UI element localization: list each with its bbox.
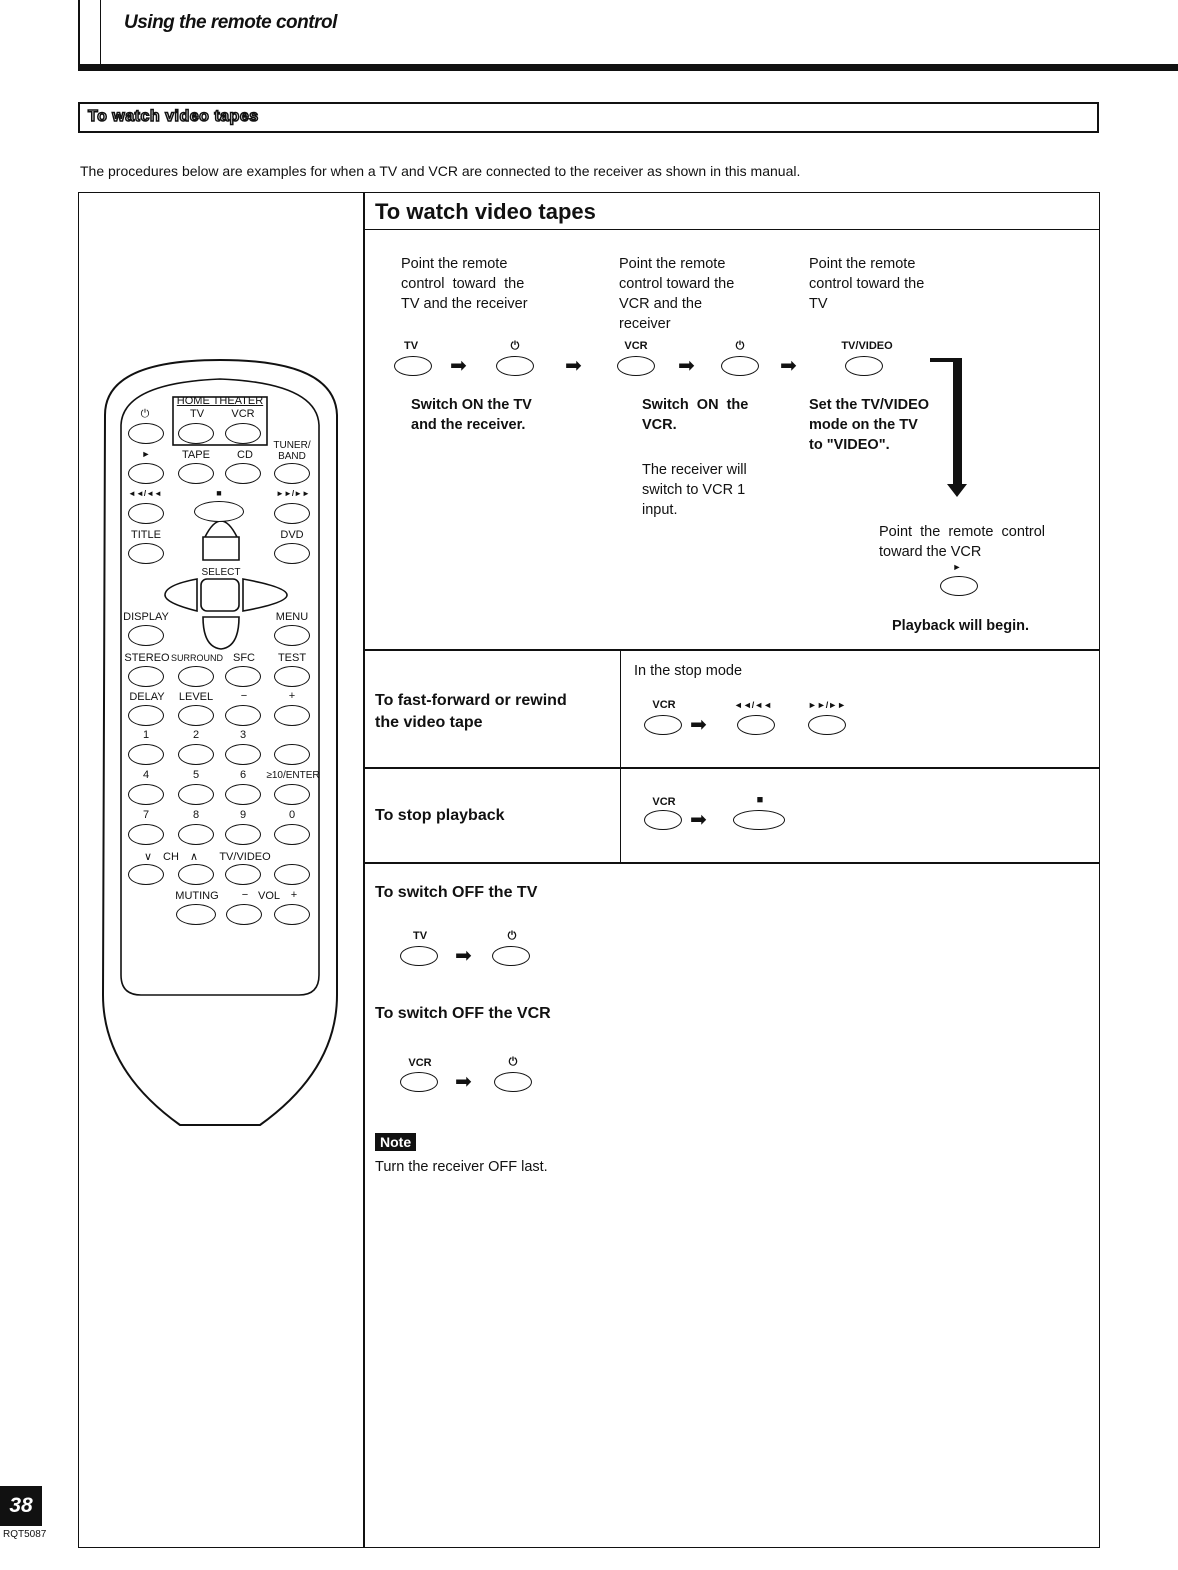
remote-digit-5-label: 5 xyxy=(192,769,200,781)
tv-video-button-label: TV/VIDEO xyxy=(841,340,893,352)
remote-digit-3-button[interactable] xyxy=(225,744,261,765)
remote-digit-9-label: 9 xyxy=(239,809,247,821)
vcr-button-label: VCR xyxy=(408,1057,432,1069)
stop-button-label: ■ xyxy=(756,794,764,806)
step-1-line: Point the remote xyxy=(401,256,508,272)
arrow-right-icon: ➡ xyxy=(690,809,707,831)
remote-digit-8-label: 8 xyxy=(192,809,200,821)
final-step-line: toward the VCR xyxy=(879,544,982,560)
ff-rewind-label-line: To fast-forward or rewind xyxy=(375,692,567,709)
step-2-instruction xyxy=(619,254,789,334)
remote-stereo-button[interactable] xyxy=(128,666,164,687)
remote-level-label: LEVEL xyxy=(178,691,214,703)
play-button-label: ► xyxy=(952,562,962,572)
note-text: Turn the receiver OFF last. xyxy=(375,1159,548,1175)
remote-fast-forward-button[interactable] xyxy=(274,503,310,524)
ff-rewind-label-line: the video tape xyxy=(375,714,483,731)
intro-text: The procedures below are examples for when a TV and VCR are connected to the receiver as shown in this manual. xyxy=(80,163,801,179)
remote-delay-label: DELAY xyxy=(129,691,165,703)
step-1-instruction xyxy=(401,254,601,314)
step-2-result xyxy=(642,395,748,435)
remote-enter-label: ≥10/ENTER xyxy=(266,770,320,781)
step-2-result-line: Switch ON the xyxy=(642,397,749,413)
remote-tuner-label: TUNER/ xyxy=(273,440,311,451)
tv-button[interactable] xyxy=(400,946,438,966)
final-step-line: Point the remote control xyxy=(879,524,1046,540)
arrow-right-icon: ➡ xyxy=(455,1071,472,1093)
remote-digit-6-button[interactable] xyxy=(225,784,261,805)
remote-ch-down-button[interactable] xyxy=(128,864,164,885)
remote-direct-tuning-button[interactable] xyxy=(274,744,310,765)
remote-dvd-label: DVD xyxy=(280,529,304,541)
remote-sfc-label: SFC xyxy=(233,652,255,664)
stop-mode-note: In the stop mode xyxy=(634,663,743,679)
remote-digit-7-label: 7 xyxy=(142,809,150,821)
step-3-line: Point the remote xyxy=(809,256,916,272)
remote-tv-video-button[interactable] xyxy=(225,864,261,885)
remote-plus-button[interactable] xyxy=(274,705,310,726)
stop-button[interactable] xyxy=(733,810,785,830)
playback-result: Playback will begin. xyxy=(892,618,1029,634)
remote-vol-up-button[interactable] xyxy=(274,904,310,925)
play-button[interactable] xyxy=(940,576,978,596)
remote-digit-2-button[interactable] xyxy=(178,744,214,765)
remote-tuner-band-button[interactable] xyxy=(274,463,310,484)
remote-stop-button[interactable] xyxy=(194,501,244,522)
remote-ch-up-label: ∧ xyxy=(189,851,199,863)
remote-ch-down-label: ∨ xyxy=(143,851,153,863)
arrow-right-icon: ➡ xyxy=(450,355,467,377)
remote-stop-label: ■ xyxy=(216,488,222,498)
step-3-line: control toward the xyxy=(809,276,925,292)
page-number: 38 xyxy=(0,1486,42,1526)
remote-tv-button[interactable] xyxy=(178,423,214,444)
remote-vol-minus-label: − xyxy=(241,889,249,901)
remote-power-button[interactable] xyxy=(128,423,164,444)
step-3-instruction xyxy=(809,254,979,314)
main-title: To watch video tapes xyxy=(375,199,596,224)
remote-digit-4-label: 4 xyxy=(142,769,150,781)
remote-tv-video-label: TV/VIDEO xyxy=(219,851,271,863)
remote-vol-label: VOL xyxy=(257,890,280,902)
remote-minus-label: − xyxy=(240,690,248,702)
remote-sfc-button[interactable] xyxy=(225,666,261,687)
arrow-right-icon: ➡ xyxy=(690,714,707,736)
down-arrow-stem xyxy=(953,358,962,486)
remote-ch-up-button[interactable] xyxy=(178,864,214,885)
remote-digit-1-label: 1 xyxy=(142,729,150,741)
remote-digit-7-button[interactable] xyxy=(128,824,164,845)
fast-forward-button[interactable] xyxy=(808,715,846,735)
step-2-line: VCR and the xyxy=(619,296,703,312)
remote-level-button[interactable] xyxy=(178,705,214,726)
tv-button[interactable] xyxy=(394,356,432,376)
remote-digit-4-button[interactable] xyxy=(128,784,164,805)
remote-fast-forward-label: ►►/►► xyxy=(276,489,310,498)
power-button[interactable] xyxy=(494,1072,532,1092)
tv-button-label: TV xyxy=(403,340,419,352)
stop-playback-label: To stop playback xyxy=(375,807,505,824)
row-divider xyxy=(364,649,1099,651)
power-button-label: ⏻ xyxy=(507,930,517,942)
remote-surround-label: SURROUND xyxy=(171,653,224,663)
step-1-result xyxy=(411,395,532,435)
remote-display-button[interactable] xyxy=(128,625,164,646)
step-2-extra-line: input. xyxy=(642,502,678,518)
step-1-result-line: and the receiver. xyxy=(411,417,526,433)
remote-power-label: ⏻ xyxy=(140,408,150,420)
header-inner-rule xyxy=(100,0,101,64)
step-3-result xyxy=(809,395,929,455)
remote-disc-button[interactable] xyxy=(274,864,310,885)
arrow-right-icon: ➡ xyxy=(780,355,797,377)
remote-play-label: ► xyxy=(141,449,151,459)
remote-play-button[interactable] xyxy=(128,463,164,484)
remote-vcr-button[interactable] xyxy=(225,423,261,444)
document-code: RQT5087 xyxy=(3,1529,47,1540)
remote-tv-label: TV xyxy=(189,408,205,420)
cell-divider xyxy=(620,650,621,862)
final-step-instruction xyxy=(879,522,1045,562)
remote-surround-button[interactable] xyxy=(178,666,214,687)
vcr-button[interactable] xyxy=(617,356,655,376)
remote-digit-0-label: 0 xyxy=(288,809,296,821)
step-1-line: TV and the receiver xyxy=(401,296,528,312)
remote-digit-9-button[interactable] xyxy=(225,824,261,845)
remote-digit-1-button[interactable] xyxy=(128,744,164,765)
power-button-label: ⏻ xyxy=(508,1056,518,1068)
remote-stereo-label: STEREO xyxy=(124,652,170,664)
remote-tape-button[interactable] xyxy=(178,463,214,484)
remote-digit-5-button[interactable] xyxy=(178,784,214,805)
step-1-line: control toward the xyxy=(401,276,525,292)
remote-muting-label: MUTING xyxy=(175,890,219,902)
vcr-button[interactable] xyxy=(400,1072,438,1092)
remote-test-button[interactable] xyxy=(274,666,310,687)
remote-title-button[interactable] xyxy=(128,543,164,564)
column-divider xyxy=(363,192,365,1548)
header-left-rule xyxy=(78,0,80,70)
remote-select-label: SELECT xyxy=(201,567,241,578)
step-2-line: receiver xyxy=(619,316,671,332)
step-1-result-line: Switch ON the TV xyxy=(411,397,532,413)
remote-tape-label: TAPE xyxy=(182,449,210,461)
remote-vcr-label: VCR xyxy=(231,408,255,420)
remote-digit-6-label: 6 xyxy=(239,769,247,781)
remote-digit-8-button[interactable] xyxy=(178,824,214,845)
header-thick-rule xyxy=(78,64,1178,71)
remote-cd-button[interactable] xyxy=(225,463,261,484)
remote-display-label: DISPLAY xyxy=(123,611,169,623)
remote-cd-label: CD xyxy=(237,449,253,461)
vcr-button-label: VCR xyxy=(652,699,676,711)
power-button-label: ⏻ xyxy=(735,340,745,352)
remote-delay-button[interactable] xyxy=(128,705,164,726)
power-button[interactable] xyxy=(496,356,534,376)
remote-vol-down-button[interactable] xyxy=(226,904,262,925)
remote-minus-button[interactable] xyxy=(225,705,261,726)
fast-forward-button-label: ►►/►► xyxy=(807,700,847,710)
step-3-line: TV xyxy=(809,296,828,312)
rewind-button-label: ◄◄/◄◄ xyxy=(733,700,773,710)
tv-button-label: TV xyxy=(412,930,428,942)
power-button[interactable] xyxy=(492,946,530,966)
remote-band-label: BAND xyxy=(278,451,306,462)
page-header-title: Using the remote control xyxy=(124,12,337,33)
step-2-extra-line: The receiver will xyxy=(642,462,747,478)
ff-rewind-label xyxy=(375,690,567,734)
step-3-result-line: Set the TV/VIDEO xyxy=(809,397,930,413)
vcr-button[interactable] xyxy=(644,715,682,735)
step-2-extra xyxy=(642,460,747,520)
switch-off-vcr-label: To switch OFF the VCR xyxy=(375,1005,551,1022)
tv-video-button[interactable] xyxy=(845,356,883,376)
remote-dvd-button[interactable] xyxy=(274,543,310,564)
step-2-line: control toward the xyxy=(619,276,735,292)
vcr-button-label: VCR xyxy=(652,796,676,808)
section-title: To watch video tapes xyxy=(88,108,259,125)
remote-test-label: TEST xyxy=(277,652,307,664)
remote-digit-3-label: 3 xyxy=(239,729,247,741)
step-2-extra-line: switch to VCR 1 xyxy=(642,482,746,498)
down-arrow-icon xyxy=(947,484,967,497)
step-3-result-line: mode on the TV xyxy=(809,417,918,433)
remote-muting-button[interactable] xyxy=(176,904,216,925)
remote-menu-label: MENU xyxy=(275,611,309,623)
remote-digit-0-button[interactable] xyxy=(274,824,310,845)
remote-digit-2-label: 2 xyxy=(192,729,200,741)
power-button[interactable] xyxy=(721,356,759,376)
step-2-result-line: VCR. xyxy=(642,417,677,433)
remote-rewind-button[interactable] xyxy=(128,503,164,524)
row-divider xyxy=(364,862,1099,864)
step-2-line: Point the remote xyxy=(619,256,726,272)
rewind-button[interactable] xyxy=(737,715,775,735)
arrow-right-icon: ➡ xyxy=(455,945,472,967)
row-divider xyxy=(364,767,1099,769)
remote-rewind-label: ◄◄/◄◄ xyxy=(128,489,162,498)
remote-title-label: TITLE xyxy=(131,529,161,541)
vcr-button-label: VCR xyxy=(624,340,648,352)
remote-home-theater-label: HOME THEATER xyxy=(176,395,264,407)
switch-off-tv-label: To switch OFF the TV xyxy=(375,884,538,901)
arrow-right-icon: ➡ xyxy=(678,355,695,377)
remote-enter-button[interactable] xyxy=(274,784,310,805)
power-button-label: ⏻ xyxy=(510,340,520,352)
vcr-button[interactable] xyxy=(644,810,682,830)
arrow-right-icon: ➡ xyxy=(565,355,582,377)
remote-vol-plus-label: + xyxy=(290,889,298,901)
note-badge: Note xyxy=(375,1133,416,1151)
remote-ch-label: CH xyxy=(163,851,179,863)
remote-plus-label: + xyxy=(288,690,296,702)
remote-menu-button[interactable] xyxy=(274,625,310,646)
step-3-result-line: to "VIDEO". xyxy=(809,437,890,453)
